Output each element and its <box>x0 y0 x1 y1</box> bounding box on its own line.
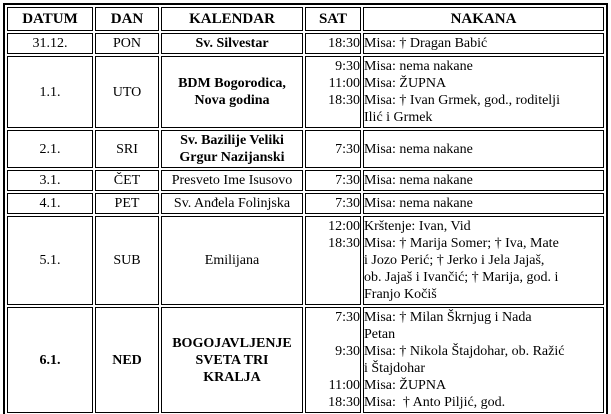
sat-time <box>306 252 360 269</box>
sat-time: 11:00 <box>328 76 360 91</box>
kalendar-line: Emilijana <box>204 253 260 268</box>
header-row <box>7 7 604 31</box>
table-row <box>7 170 604 191</box>
table-row <box>7 56 604 128</box>
datum-cell <box>7 130 93 168</box>
nakana-line: Misa: † Dragan Babić <box>364 36 488 51</box>
sat-cell <box>305 307 361 413</box>
sat-cell <box>305 170 361 191</box>
kalendar-line: SVETA TRI <box>195 352 269 368</box>
table-row <box>7 33 604 54</box>
nakana-line: Misa: † Nikola Štajdohar, ob. Ražić <box>364 344 565 359</box>
datum-cell <box>7 170 93 191</box>
sat-time: 18:30 <box>328 93 360 108</box>
nakana-line: Ilić i Grmek <box>364 110 433 125</box>
sat-time: 18:30 <box>328 395 360 410</box>
nakana-line: Misa: nema nakane <box>364 141 473 157</box>
kalendar-line: BOGOJAVLJENJE <box>172 335 292 351</box>
datum-text: 4.1. <box>39 196 61 211</box>
sat-time: 18:30 <box>328 36 360 51</box>
kalendar-line: Presveto Ime Isusovo <box>171 173 293 188</box>
dan-cell <box>95 33 159 54</box>
dan-cell <box>95 170 159 191</box>
datum-cell <box>7 307 93 413</box>
sat-time: 12:00 <box>328 219 360 234</box>
sat-cell <box>305 56 361 128</box>
kalendar-cell <box>161 33 303 54</box>
dan-text: UTO <box>112 84 142 100</box>
kalendar-line: Nova godina <box>194 93 270 108</box>
sat-time <box>306 269 360 286</box>
nakana-line: Misa: † Ivan Grmek, god., roditelji <box>364 93 560 108</box>
nakana-line: i Štajdohar <box>364 361 426 376</box>
datum-text: 2.1. <box>39 141 61 157</box>
datum-text: 31.12. <box>32 36 68 51</box>
kalendar-line: KRALJA <box>203 369 261 385</box>
sat-time: 7:30 <box>335 141 360 157</box>
sat-time <box>306 286 360 303</box>
sat-time: 18:30 <box>328 236 360 251</box>
dan-cell <box>95 216 159 305</box>
kalendar-line: BDM Bogorodica, <box>178 76 286 91</box>
sat-time: 7:30 <box>335 196 360 211</box>
column-header-datum: DATUM <box>7 7 93 31</box>
kalendar-cell <box>161 170 303 191</box>
sat-cell <box>305 130 361 168</box>
dan-cell <box>95 130 159 168</box>
nakana-cell <box>363 307 604 413</box>
kalendar-line: Sv. Silvestar <box>195 36 269 51</box>
nakana-cell <box>363 193 604 214</box>
dan-text: SRI <box>116 141 138 157</box>
nakana-line: ob. Jajaš i Ivančić; † Marija, god. i <box>364 270 559 285</box>
nakana-cell <box>363 170 604 191</box>
dan-cell <box>95 56 159 128</box>
sat-time: 7:30 <box>335 173 360 188</box>
datum-cell <box>7 216 93 305</box>
nakana-line: Misa: † Marija Somer; † Iva, Mate <box>364 236 559 251</box>
nakana-cell <box>363 130 604 168</box>
dan-text: PET <box>114 196 140 211</box>
table-row <box>7 130 604 168</box>
sat-cell <box>305 33 361 54</box>
nakana-line: Misa: nema nakane <box>364 173 473 188</box>
sat-time: 9:30 <box>335 344 360 359</box>
kalendar-line: Sv. Anđela Folinjska <box>173 196 291 211</box>
sat-time <box>306 326 360 343</box>
nakana-line: i Jozo Perić; † Jerko i Jela Jajaš, <box>364 253 545 268</box>
nakana-line: Misa: ŽUPNA <box>364 378 447 393</box>
sat-time: 7:30 <box>335 310 360 325</box>
column-header-nakana: NAKANA <box>363 7 604 31</box>
nakana-cell <box>363 33 604 54</box>
dan-text: NED <box>112 352 142 368</box>
nakana-cell <box>363 216 604 305</box>
dan-cell <box>95 193 159 214</box>
nakana-line: Misa: ŽUPNA <box>364 76 447 91</box>
datum-cell <box>7 56 93 128</box>
sat-time: 11:00 <box>328 378 360 393</box>
kalendar-cell <box>161 130 303 168</box>
kalendar-line: Sv. Bazilije Veliki <box>180 133 284 148</box>
sat-cell <box>305 216 361 305</box>
datum-cell <box>7 33 93 54</box>
kalendar-cell <box>161 307 303 413</box>
table-row <box>7 216 604 305</box>
datum-cell <box>7 193 93 214</box>
kalendar-cell <box>161 193 303 214</box>
nakana-line: Franjo Kočiš <box>364 287 437 302</box>
liturgical-schedule-table <box>3 3 608 414</box>
kalendar-line: Grgur Nazijanski <box>179 150 285 165</box>
datum-text: 5.1. <box>39 253 61 268</box>
table-row <box>7 193 604 214</box>
column-header-dan: DAN <box>95 7 159 31</box>
dan-cell <box>95 307 159 413</box>
nakana-cell <box>363 56 604 128</box>
nakana-line: Petan <box>364 327 396 342</box>
sat-time <box>306 109 360 126</box>
dan-text: ČET <box>113 173 141 188</box>
nakana-line: Misa: nema nakane <box>364 59 473 74</box>
sat-cell <box>305 193 361 214</box>
kalendar-cell <box>161 56 303 128</box>
column-header-kalendar: KALENDAR <box>161 7 303 31</box>
sat-time: 9:30 <box>335 59 360 74</box>
nakana-line: Misa: † Milan Škrnjug i Nada <box>364 310 532 325</box>
table-row <box>7 307 604 413</box>
datum-text: 1.1. <box>39 84 61 100</box>
datum-text: 3.1. <box>39 173 61 188</box>
nakana-line: Krštenje: Ivan, Vid <box>364 219 471 234</box>
dan-text: SUB <box>113 253 141 268</box>
kalendar-cell <box>161 216 303 305</box>
datum-text: 6.1. <box>39 352 61 368</box>
nakana-line: Misa: nema nakane <box>364 196 473 211</box>
column-header-sat: SAT <box>305 7 361 31</box>
dan-text: PON <box>112 36 141 51</box>
schedule-table-body <box>7 33 604 413</box>
sat-time <box>306 360 360 377</box>
nakana-line: Misa: † Anto Piljić, god. <box>364 395 506 410</box>
